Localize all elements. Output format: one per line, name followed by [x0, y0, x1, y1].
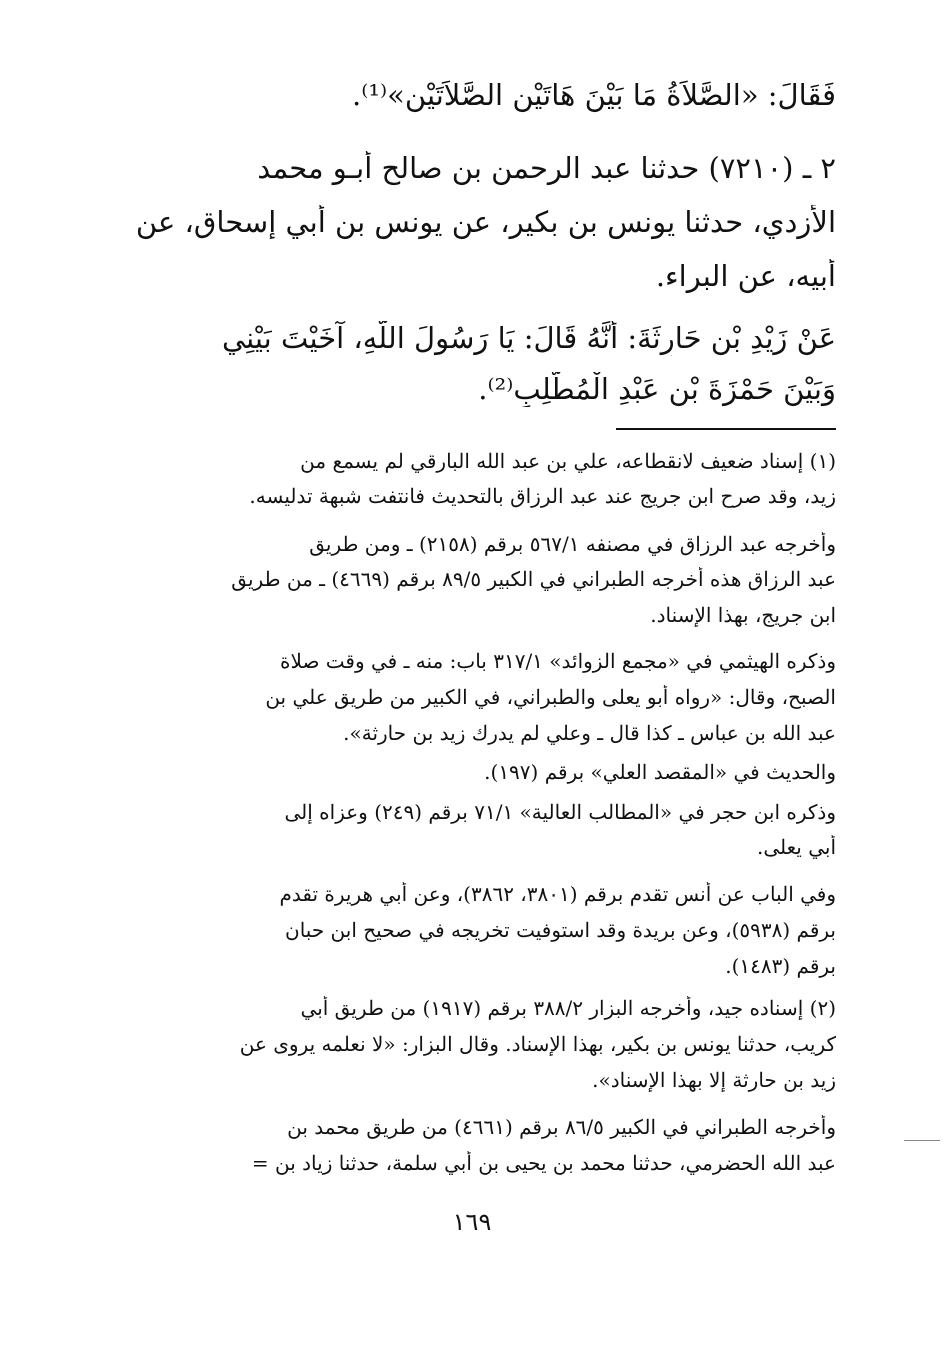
footnote-line: وذكره ابن حجر في «المطالب العالية» ٧١/١ برقم (٢٤٩) وعزاه إلى	[284, 800, 836, 824]
footnote-line: الصبح، وقال: «رواه أبو يعلى والطبراني، في الكبير من طريق علي بن	[265, 685, 836, 709]
footnote-line: عبد الله بن عباس ـ كذا قال ـ وعلي لم يدرك زيد بن حارثة».	[343, 721, 836, 745]
footnote-line: زيد، وقد صرح ابن جريج عند عبد الرزاق بالتحديث فانتفت شبهة تدليسه.	[249, 484, 836, 508]
hadith-text-line: عَنْ زَيْدِ بْنِ حَارِثَةَ: أَنَّهُ قَالَ: يَا رَسُولَ اللَّهِ، آخَيْتَ بَيْنِي	[222, 321, 836, 355]
hadith-text-line: فَقَالَ: «الصَّلاَةُ مَا بَيْنَ هَاتَيْنِ الصَّلاَتَيْنِ»⁽¹⁾.	[352, 78, 836, 112]
footnote-line: عبد الله الحضرمي، حدثنا محمد بن يحيى بن أبي سلمة، حدثنا زياد بن =	[251, 1151, 836, 1175]
isnad-line: ٢ ـ (٧٢١٠) حدثنا عبد الرحمن بن صالح أبـو محمد	[257, 151, 836, 185]
isnad-line: أبيه، عن البراء.	[655, 259, 836, 293]
footnote-line: وذكره الهيثمي في «مجمع الزوائد» ٣١٧/١ باب: منه ـ في وقت صلاة	[280, 649, 836, 673]
footnote-line: كريب، حدثنا يونس بن بكير، بهذا الإسناد. وقال البزار: «لا نعلمه يروى عن	[239, 1032, 836, 1056]
footnote-line: والحديث في «المقصد العلي» برقم (١٩٧).	[484, 760, 836, 784]
footnote-line: عبد الرزاق هذه أخرجه الطبراني في الكبير ٨٩/٥ برقم (٤٦٦٩) ـ من طريق	[231, 567, 836, 591]
page-number: ١٦٩	[452, 1208, 492, 1236]
footnote-line: ابن جريج، بهذا الإسناد.	[650, 603, 836, 627]
footnote-line: (٢) إسناده جيد، وأخرجه البزار ٣٨٨/٢ برقم (١٩١٧) من طريق أبي	[300, 996, 836, 1020]
footnote-line: وأخرجه عبد الرزاق في مصنفه ٥٦٧/١ برقم (٢١٥٨) ـ ومن طريق	[309, 532, 836, 556]
margin-mark	[904, 1140, 940, 1141]
footnote-line: برقم (٥٩٣٨)، وعن بريدة وقد استوفيت تخريجه في صحيح ابن حبان	[285, 918, 836, 942]
hadith-text-line: وَبَيْنَ حَمْزَةَ بْنِ عَبْدِ الْمُطَّلِبِ⁽²⁾.	[478, 372, 836, 406]
footnote-line: وأخرجه الطبراني في الكبير ٨٦/٥ برقم (٤٦٦١) من طريق محمد بن	[287, 1115, 836, 1139]
footnote-line: برقم (١٤٨٣).	[725, 954, 836, 978]
footnote-line: وفي الباب عن أنس تقدم برقم (٣٨٠١، ٣٨٦٢)، وعن أبي هريرة تقدم	[279, 882, 836, 906]
isnad-line: الأزدي، حدثنا يونس بن بكير، عن يونس بن أبي إسحاق، عن	[135, 205, 836, 239]
footnote-line: (١) إسناد ضعيف لانقطاعه، علي بن عبد الله البارقي لم يسمع من	[300, 449, 836, 473]
footnote-line: زيد بن حارثة إلا بهذا الإسناد».	[592, 1068, 836, 1092]
footnote-separator	[616, 428, 836, 430]
footnote-line: أبي يعلى.	[756, 835, 836, 859]
